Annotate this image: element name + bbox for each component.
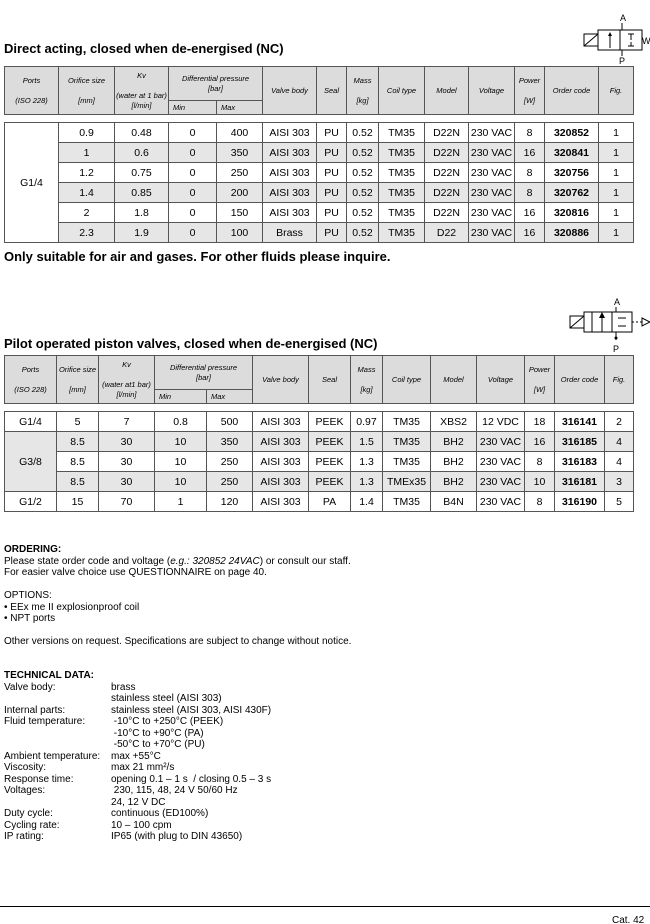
table-cell: 316181 xyxy=(555,472,605,492)
table-cell: AISI 303 xyxy=(253,472,309,492)
air-gases-note: Only suitable for air and gases. For other fluids please inquire. xyxy=(4,249,391,264)
table-cell: B4N xyxy=(431,492,477,512)
section1-title: Direct acting, closed when de-energised (NC) xyxy=(4,41,284,56)
table-cell: 316141 xyxy=(555,412,605,432)
header-min: Min xyxy=(169,101,217,115)
table-cell: 5 xyxy=(57,412,99,432)
header-min: Min xyxy=(155,390,207,404)
options-block xyxy=(4,590,139,625)
table-cell: PU xyxy=(317,183,347,203)
table-cell: PEEK xyxy=(309,412,351,432)
table-cell: 0.6 xyxy=(115,143,169,163)
table-cell: 350 xyxy=(207,432,253,452)
tech-label: Cycling rate: xyxy=(4,819,60,831)
table-cell: 2.3 xyxy=(59,223,115,243)
table-cell: 8.5 xyxy=(57,472,99,492)
table-cell: D22N xyxy=(425,143,469,163)
table-cell: 8 xyxy=(515,163,545,183)
header-ports: Ports (ISO 228) xyxy=(5,67,59,115)
tech-value: 230, 115, 48, 24 V 50/60 Hz xyxy=(111,785,238,796)
table-cell: 230 VAC xyxy=(469,203,515,223)
header-diff-pressure: Differential pressure [bar] xyxy=(155,356,253,390)
header-orifice: Orifice size [mm] xyxy=(59,67,115,115)
table-cell: 320756 xyxy=(545,163,599,183)
tech-row xyxy=(4,682,271,694)
tech-value: brass xyxy=(111,681,136,693)
options-heading: OPTIONS: xyxy=(4,590,52,601)
table-cell: 230 VAC xyxy=(469,123,515,143)
tech-row xyxy=(4,831,271,843)
tech-value: -10°C to +90°C (PA) xyxy=(111,727,204,739)
tech-label: Duty cycle: xyxy=(4,808,53,819)
table-cell: 16 xyxy=(515,223,545,243)
direct-acting-table xyxy=(4,66,634,243)
table-cell: 320762 xyxy=(545,183,599,203)
tech-row xyxy=(4,728,271,740)
table-cell: TM35 xyxy=(383,412,431,432)
table-cell: 10 xyxy=(525,472,555,492)
header-mass: Mass [kg] xyxy=(351,356,383,404)
table-cell: 1 xyxy=(599,123,634,143)
table-cell: AISI 303 xyxy=(263,183,317,203)
table-cell: 12 VDC xyxy=(477,412,525,432)
table-cell: 1 xyxy=(599,203,634,223)
table-cell: PU xyxy=(317,143,347,163)
table-cell: 1.5 xyxy=(351,432,383,452)
table-cell: PU xyxy=(317,203,347,223)
tech-value: stainless steel (AISI 303, AISI 430F) xyxy=(111,704,272,716)
table-cell: 0 xyxy=(169,183,217,203)
header-power: Power [W] xyxy=(515,67,545,115)
table-cell: G1/4 xyxy=(5,412,57,432)
ordering-line2: For easier valve choice use QUESTIONNAIRE on page 40. xyxy=(4,567,267,578)
header-coil: Coil type xyxy=(379,67,425,115)
header-kv: Kv (water at 1 bar) [l/min] xyxy=(115,67,169,115)
header-order-code: Order code xyxy=(545,67,599,115)
table-cell: 500 xyxy=(207,412,253,432)
table-cell: 8.5 xyxy=(57,452,99,472)
tech-label: Voltages: xyxy=(4,785,46,796)
table-row xyxy=(5,223,634,243)
table-cell: 316190 xyxy=(555,492,605,512)
tech-value: opening 0.1 – 1 s / closing 0.5 – 3 s xyxy=(111,773,272,785)
tech-row xyxy=(4,739,271,751)
table-cell: D22N xyxy=(425,123,469,143)
valve-symbol-direct xyxy=(580,12,650,64)
table-cell: 250 xyxy=(207,452,253,472)
table-cell: G1/4 xyxy=(5,123,59,243)
tech-row xyxy=(4,693,271,705)
table-cell: 1 xyxy=(59,143,115,163)
table-cell: 100 xyxy=(217,223,263,243)
table-cell: 1.4 xyxy=(351,492,383,512)
table-cell: TM35 xyxy=(379,123,425,143)
table-cell: 0.8 xyxy=(155,412,207,432)
header-max: Max xyxy=(207,390,253,404)
tech-label xyxy=(4,797,111,809)
table-cell: 230 VAC xyxy=(477,492,525,512)
tech-label: Internal parts: xyxy=(4,704,66,716)
table-cell: 230 VAC xyxy=(469,163,515,183)
table-cell: 0.52 xyxy=(347,143,379,163)
table-cell: PEEK xyxy=(309,452,351,472)
header-seal: Seal xyxy=(309,356,351,404)
table-row xyxy=(5,143,634,163)
table-cell: 250 xyxy=(217,163,263,183)
technical-heading: TECHNICAL DATA: xyxy=(4,670,94,681)
table-row xyxy=(5,492,634,512)
table-cell: 320841 xyxy=(545,143,599,163)
table-cell: AISI 303 xyxy=(253,452,309,472)
header-fig: Fig. xyxy=(605,356,634,404)
port-a-label: A xyxy=(620,13,627,23)
table-cell: BH2 xyxy=(431,432,477,452)
header-max: Max xyxy=(217,101,263,115)
header-voltage: Voltage xyxy=(477,356,525,404)
table-cell: 1.3 xyxy=(351,452,383,472)
table-row xyxy=(5,432,634,452)
table-cell: 7 xyxy=(99,412,155,432)
table-cell: 1.4 xyxy=(59,183,115,203)
table-cell: G1/2 xyxy=(5,492,57,512)
table-cell: 0 xyxy=(169,163,217,183)
tech-row xyxy=(4,797,271,809)
table-cell: 230 VAC xyxy=(477,432,525,452)
tech-label xyxy=(4,728,111,740)
header-order-code: Order code xyxy=(555,356,605,404)
pilot-operated-table xyxy=(4,355,634,512)
table-cell: 8 xyxy=(525,492,555,512)
table-cell: 4 xyxy=(605,452,634,472)
table-cell: 30 xyxy=(99,432,155,452)
table-cell: 150 xyxy=(217,203,263,223)
table-cell: 230 VAC xyxy=(469,223,515,243)
spring-w-label: W xyxy=(642,36,650,46)
table-cell: 1 xyxy=(155,492,207,512)
header-model: Model xyxy=(431,356,477,404)
tech-label: Viscosity: xyxy=(4,762,47,773)
header-mass: Mass [kg] xyxy=(347,67,379,115)
table-cell: AISI 303 xyxy=(253,432,309,452)
tech-row xyxy=(4,762,271,774)
table-cell: PU xyxy=(317,163,347,183)
table-cell: 1.8 xyxy=(115,203,169,223)
header-coil: Coil type xyxy=(383,356,431,404)
table-cell: 10 xyxy=(155,452,207,472)
table-cell: 320886 xyxy=(545,223,599,243)
header-seal: Seal xyxy=(317,67,347,115)
tech-label xyxy=(4,693,111,705)
ordering-block xyxy=(4,544,351,579)
table-cell: 1.9 xyxy=(115,223,169,243)
table-cell: AISI 303 xyxy=(263,143,317,163)
tech-value: max +55°C xyxy=(111,750,161,762)
tech-row xyxy=(4,705,271,717)
table-cell: TM35 xyxy=(379,143,425,163)
header-ports: Ports (ISO 228) xyxy=(5,356,57,404)
table-cell: PA xyxy=(309,492,351,512)
table-cell: 230 VAC xyxy=(469,143,515,163)
table-row xyxy=(5,472,634,492)
table-cell: 1 xyxy=(599,183,634,203)
table-cell: D22N xyxy=(425,183,469,203)
table-cell: D22 xyxy=(425,223,469,243)
header-power: Power [W] xyxy=(525,356,555,404)
ordering-line1: Please state order code and voltage (e.g.: 320852 24VAC) or consult our staff. xyxy=(4,555,351,567)
table-cell: 320852 xyxy=(545,123,599,143)
table-cell: TM35 xyxy=(379,223,425,243)
table-cell: 10 xyxy=(155,432,207,452)
table-cell: TM35 xyxy=(383,432,431,452)
header-model: Model xyxy=(425,67,469,115)
other-versions-note: Other versions on request. Specifications are subject to change without notice. xyxy=(4,636,352,647)
table-cell: 0.52 xyxy=(347,223,379,243)
table-cell: 0.52 xyxy=(347,183,379,203)
tech-label: Fluid temperature: xyxy=(4,716,86,727)
table-cell: TM35 xyxy=(379,183,425,203)
header-voltage: Voltage xyxy=(469,67,515,115)
footer-divider xyxy=(0,906,650,907)
table-cell: D22N xyxy=(425,203,469,223)
table-cell: AISI 303 xyxy=(263,163,317,183)
table-cell: TM35 xyxy=(383,492,431,512)
table-cell: BH2 xyxy=(431,472,477,492)
table-cell: 316183 xyxy=(555,452,605,472)
table-cell: 2 xyxy=(605,412,634,432)
table-cell: 30 xyxy=(99,452,155,472)
table-cell: 0 xyxy=(169,203,217,223)
table-cell: 0.75 xyxy=(115,163,169,183)
table-cell: 0.48 xyxy=(115,123,169,143)
table-cell: 0 xyxy=(169,223,217,243)
tech-label xyxy=(4,739,111,751)
table-cell: 16 xyxy=(525,432,555,452)
table-cell: D22N xyxy=(425,163,469,183)
table-cell: 320816 xyxy=(545,203,599,223)
table-cell: 1.2 xyxy=(59,163,115,183)
table-row xyxy=(5,183,634,203)
table-cell: 1.3 xyxy=(351,472,383,492)
table-cell: 1 xyxy=(599,223,634,243)
table-cell: PEEK xyxy=(309,472,351,492)
table-cell: 0.85 xyxy=(115,183,169,203)
table-cell: AISI 303 xyxy=(253,412,309,432)
table-cell: 0.9 xyxy=(59,123,115,143)
tech-row xyxy=(4,774,271,786)
tech-row xyxy=(4,820,271,832)
table-row xyxy=(5,203,634,223)
header-orifice: Orifice size [mm] xyxy=(57,356,99,404)
table-cell: Brass xyxy=(263,223,317,243)
options-item: • EEx me II explosionproof coil xyxy=(4,601,140,613)
ordering-heading: ORDERING: xyxy=(4,544,62,555)
table-cell: XBS2 xyxy=(431,412,477,432)
header-valve-body: Valve body xyxy=(263,67,317,115)
tech-row xyxy=(4,716,271,728)
tech-label: Response time: xyxy=(4,773,74,785)
table-cell: 8 xyxy=(525,452,555,472)
table-cell: 0.52 xyxy=(347,203,379,223)
header-fig: Fig. xyxy=(599,67,634,115)
tech-label: Valve body: xyxy=(4,681,56,693)
tech-value: continuous (ED100%) xyxy=(111,808,209,819)
table-cell: G3/8 xyxy=(5,432,57,492)
table-row xyxy=(5,452,634,472)
table-cell: 10 xyxy=(155,472,207,492)
tech-label: IP rating: xyxy=(4,831,44,842)
table-cell: 5 xyxy=(605,492,634,512)
table-cell: 400 xyxy=(217,123,263,143)
table-cell: 250 xyxy=(207,472,253,492)
table-cell: 1 xyxy=(599,163,634,183)
table-cell: AISI 303 xyxy=(263,123,317,143)
table-cell: BH2 xyxy=(431,452,477,472)
table-cell: 0.97 xyxy=(351,412,383,432)
tech-row xyxy=(4,785,271,797)
table-cell: PEEK xyxy=(309,432,351,452)
table-cell: 2 xyxy=(59,203,115,223)
table-cell: TMEx35 xyxy=(383,472,431,492)
table-cell: TM35 xyxy=(379,203,425,223)
table-cell: 18 xyxy=(525,412,555,432)
header-diff-pressure: Differential pressure [bar] xyxy=(169,67,263,101)
table-cell: 15 xyxy=(57,492,99,512)
port-a-label: A xyxy=(614,297,621,307)
table-row xyxy=(5,163,634,183)
tech-value: IP65 (with plug to DIN 43650) xyxy=(111,831,243,842)
table-cell: PU xyxy=(317,123,347,143)
header-kv: Kv (water at1 bar) [l/min] xyxy=(99,356,155,404)
table-cell: 30 xyxy=(99,472,155,492)
table-row xyxy=(5,412,634,432)
table-cell: 230 VAC xyxy=(477,452,525,472)
table-cell: 16 xyxy=(515,203,545,223)
tech-row xyxy=(4,751,271,763)
table-cell: TM35 xyxy=(379,163,425,183)
table-row xyxy=(5,123,634,143)
tech-value: 10 – 100 cpm xyxy=(111,819,172,831)
tech-row xyxy=(4,808,271,820)
page-number: Cat. 42 xyxy=(612,915,645,924)
table-cell: 0.52 xyxy=(347,163,379,183)
table-cell: 16 xyxy=(515,143,545,163)
tech-value: -10°C to +250°C (PEEK) xyxy=(111,716,224,727)
tech-value: stainless steel (AISI 303) xyxy=(111,693,222,704)
tech-value: max 21 mm²/s xyxy=(111,762,175,773)
table-cell: 230 VAC xyxy=(469,183,515,203)
table-cell: AISI 303 xyxy=(263,203,317,223)
table-cell: 4 xyxy=(605,432,634,452)
table-cell: TM35 xyxy=(383,452,431,472)
port-p-label: P xyxy=(613,344,620,354)
tech-label: Ambient temperature: xyxy=(4,750,101,762)
table-cell: 0 xyxy=(169,143,217,163)
table-cell: 3 xyxy=(605,472,634,492)
table-cell: AISI 303 xyxy=(253,492,309,512)
table-cell: 350 xyxy=(217,143,263,163)
table-cell: 1 xyxy=(599,143,634,163)
table-cell: 316185 xyxy=(555,432,605,452)
valve-symbol-pilot xyxy=(566,296,650,354)
table-cell: 8 xyxy=(515,123,545,143)
tech-value: 24, 12 V DC xyxy=(111,796,166,808)
table-cell: 0 xyxy=(169,123,217,143)
section2-title: Pilot operated piston valves, closed when de-energised (NC) xyxy=(4,336,378,351)
header-valve-body: Valve body xyxy=(253,356,309,404)
tech-value: -50°C to +70°C (PU) xyxy=(111,739,205,750)
table-cell: 8.5 xyxy=(57,432,99,452)
table-cell: 120 xyxy=(207,492,253,512)
table-cell: 200 xyxy=(217,183,263,203)
port-p-label: P xyxy=(619,56,626,64)
table-cell: 8 xyxy=(515,183,545,203)
table-cell: PU xyxy=(317,223,347,243)
table-cell: 230 VAC xyxy=(477,472,525,492)
technical-block xyxy=(4,670,271,843)
options-item: • NPT ports xyxy=(4,613,56,624)
table-cell: 70 xyxy=(99,492,155,512)
table-cell: 0.52 xyxy=(347,123,379,143)
